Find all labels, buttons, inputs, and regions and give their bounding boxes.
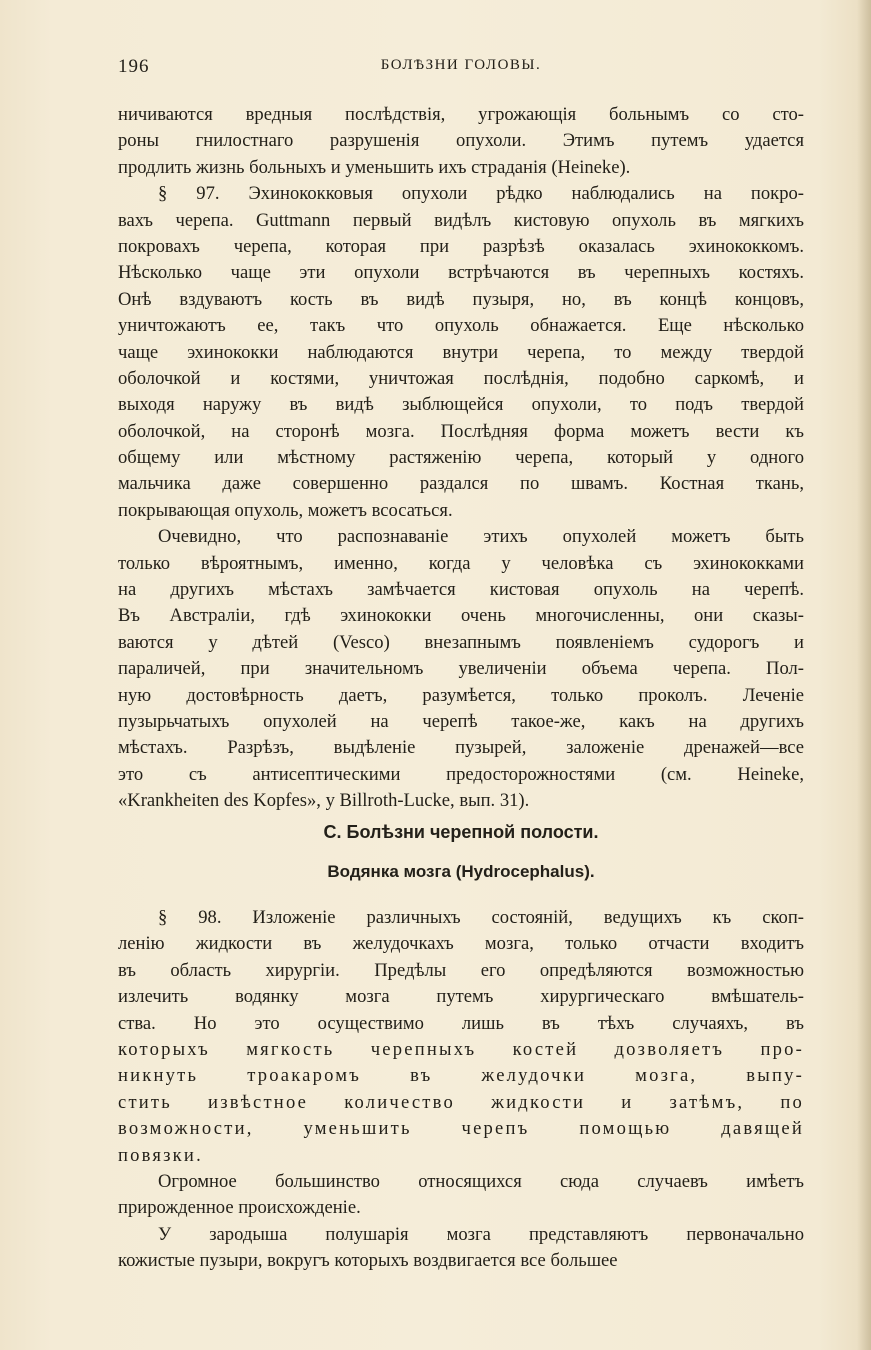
running-title: БОЛѢЗНИ ГОЛОВЫ. xyxy=(380,57,542,73)
text-line: пузырьчатыхъ опухолей на черепѣ такое-же, какъ на другихъ xyxy=(118,710,804,732)
text-line: мѣстахъ. Разрѣзъ, выдѣленіе пузырей, заложеніе дренажей—все xyxy=(118,737,804,759)
text-block-bottom xyxy=(118,905,804,1274)
text-line: ленію жидкости въ желудочкахъ мозга, только отчасти входитъ xyxy=(118,933,804,955)
text-line: продлить жизнь больныхъ и уменьшить ихъ страданія (Heineke). xyxy=(118,156,631,178)
text-line: это съ антисептическими предосторожностями (см. Heineke, xyxy=(118,763,804,785)
text-line: излечить водянку мозга путемъ хирургическаго вмѣшатель- xyxy=(118,986,804,1008)
text-line: ства. Но это осуществимо лишь въ тѣхъ случаяхъ, въ xyxy=(118,1012,804,1034)
text-line: роны гнилостнаго разрушенія опухоли. Этимъ путемъ удается xyxy=(118,130,804,152)
text-line: § 97. Эхинококковыя опухоли рѣдко наблюдались на покро- xyxy=(158,183,804,205)
text-line: ваются у дѣтей (Vesco) внезапнымъ появленіемъ судорогъ и xyxy=(118,631,804,653)
page-number: 196 xyxy=(118,56,150,77)
text-line: прирожденное происхожденіе. xyxy=(118,1197,361,1219)
section-heading: С. Болѣзни черепной полости. xyxy=(323,822,599,842)
text-line: ную достовѣрность даетъ, разумѣется, только проколъ. Леченіе xyxy=(118,684,804,706)
text-line: ничиваются вредныя послѣдствія, угрожающія больнымъ со сто- xyxy=(118,104,804,125)
text-line: повязки. xyxy=(118,1144,203,1166)
text-line: Огромное большинство относящихся сюда случаевъ имѣетъ xyxy=(158,1170,804,1192)
page-header xyxy=(118,56,804,82)
text-line: покрывающая опухоль, можетъ всосаться. xyxy=(118,499,453,521)
text-line: чаще эхинококки наблюдаются внутри черепа, то между твердой xyxy=(118,341,804,363)
text-line: въ область хирургіи. Предѣлы его опредѣляются возможностью xyxy=(118,959,804,981)
text-line: вахъ черепа. Guttmann первый видѣлъ кистовую опухоль въ мягкихъ xyxy=(118,209,804,231)
text-line: покровахъ черепа, которая при разрѣзѣ оказалась эхинококкомъ. xyxy=(118,235,804,257)
text-line: «Krankheiten des Kopfes», у Billroth-Lucke, вып. 31). xyxy=(118,790,530,812)
text-line: только вѣроятнымъ, именно, когда у человѣка съ эхинококками xyxy=(118,552,804,574)
text-line: мальчика даже совершенно раздался по швамъ. Костная ткань, xyxy=(118,473,804,495)
text-line: Онѣ вздуваютъ кость въ видѣ пузыря, но, въ концѣ концовъ, xyxy=(118,288,804,310)
text-line: параличей, при значительномъ увеличеніи объема черепа. Пол- xyxy=(118,658,804,680)
text-line: Очевидно, что распознаваніе этихъ опухолей можетъ быть xyxy=(158,526,804,548)
subheading: Водянка мозга (Hydrocephalus). xyxy=(327,862,595,881)
text-line: выходя наружу въ видѣ зыблющейся опухоли, то подъ твердой xyxy=(118,394,804,416)
text-line: стить извѣстное количество жидкости и затѣмъ, по xyxy=(118,1091,804,1113)
text-line: У зародыша полушарія мозга представляютъ первоначально xyxy=(158,1223,804,1245)
text-line: уничтожаютъ ее, такъ что опухоль обнажается. Еще нѣсколько xyxy=(118,315,804,337)
text-line: на другихъ мѣстахъ замѣчается кистовая опухоль на черепѣ. xyxy=(118,579,804,601)
text-line: Въ Австраліи, гдѣ эхинококки очень многочисленны, они сказы- xyxy=(118,605,804,627)
text-line: Нѣсколько чаще эти опухоли встрѣчаются въ черепныхъ костяхъ. xyxy=(118,262,804,284)
page-edge-shadow xyxy=(857,0,871,1350)
text-line: общему или мѣстному растяженію черепа, который у одного xyxy=(118,447,804,469)
text-line: кожистые пузыри, вокругъ которыхъ воздвигается все большее xyxy=(118,1250,618,1272)
text-line: оболочкой, на сторонѣ мозга. Послѣдняя форма можетъ вести къ xyxy=(118,420,804,442)
text-line: которыхъ мягкость черепныхъ костей дозволяетъ про- xyxy=(118,1038,804,1060)
text-line: § 98. Изложеніе различныхъ состояній, ведущихъ къ скоп- xyxy=(158,907,804,928)
text-line: никнуть троакаромъ въ желудочки мозга, выпу- xyxy=(118,1065,804,1087)
text-line: возможности, уменьшить черепъ помощью давящей xyxy=(118,1118,804,1140)
text-line: оболочкой и костями, уничтожая послѣднія, подобно саркомѣ, и xyxy=(118,367,804,389)
text-block-top xyxy=(118,102,804,815)
